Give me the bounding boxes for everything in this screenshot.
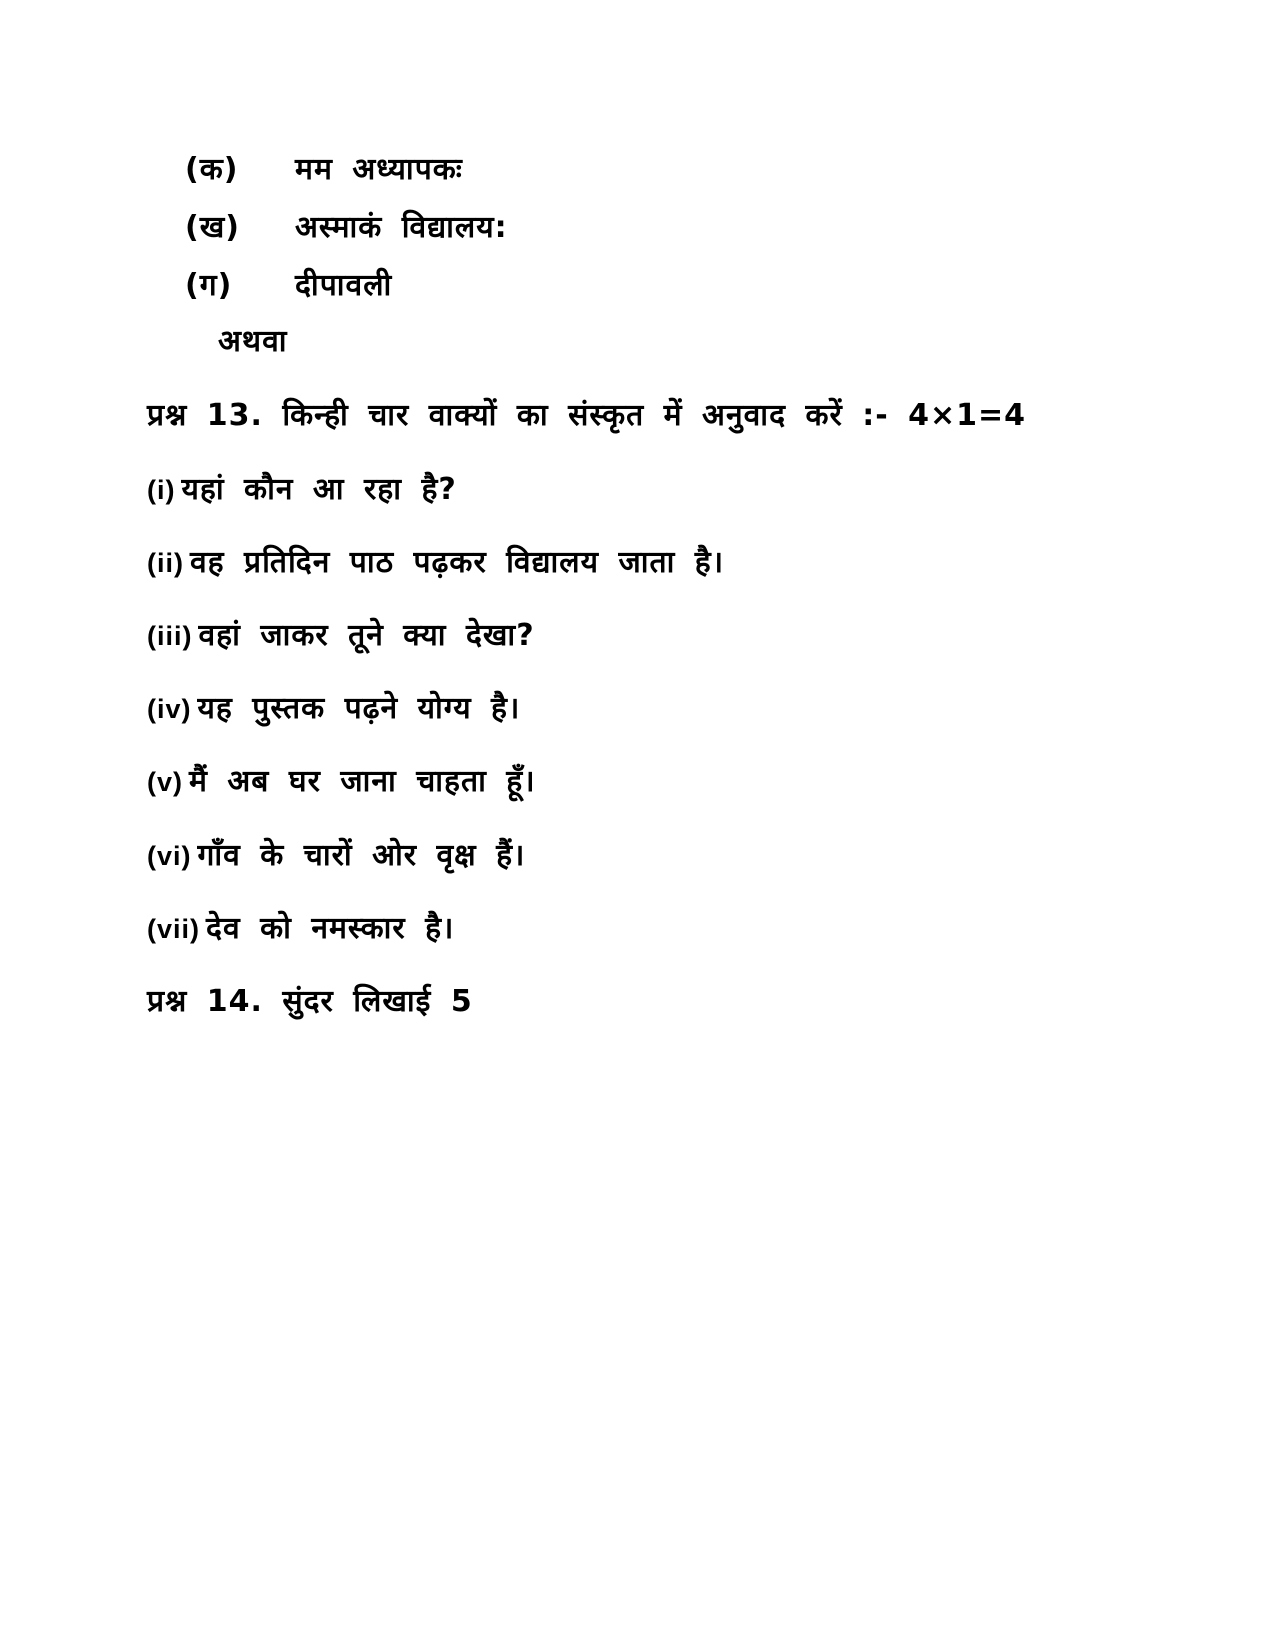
list-item (147, 762, 536, 802)
list-item (147, 470, 457, 510)
or-text: अथवा (218, 324, 288, 359)
item-text: गाँव के चारों ओर वृक्ष हैं। (197, 838, 526, 873)
item-text: यहां कौन आ रहा है? (181, 472, 457, 507)
list-item (147, 836, 525, 876)
item-text: मैं अब घर जाना चाहता हूँ। (189, 764, 536, 799)
essay-topic-ka (185, 150, 885, 190)
item-label: (iii) (147, 621, 193, 651)
essay-topic-ga (185, 266, 885, 306)
question-14-title: प्रश्न 14. सुंदर लिखाई 5 (147, 984, 473, 1019)
option-text: मम अध्यापकः (295, 152, 463, 187)
option-text: दीपावली (295, 268, 393, 303)
list-item (147, 616, 535, 656)
list-item (147, 909, 454, 949)
option-label: (क) (185, 152, 239, 187)
option-text: अस्माकं विद्यालय: (295, 210, 508, 245)
item-text: यह पुस्तक पढ़ने योग्य है। (197, 691, 521, 726)
item-label: (iv) (147, 694, 192, 724)
list-item (147, 689, 520, 729)
item-label: (vi) (147, 841, 192, 871)
item-label: (vii) (147, 914, 201, 944)
option-label: (ख) (185, 210, 240, 245)
item-label: (ii) (147, 548, 184, 578)
item-text: वहां जाकर तूने क्या देखा? (198, 618, 535, 653)
item-text: देव को नमस्कार है। (206, 911, 455, 946)
option-label: (ग) (185, 268, 233, 303)
item-label: (v) (147, 767, 183, 797)
list-item (147, 543, 724, 583)
item-text: वह प्रतिदिन पाठ पढ़कर विद्यालय जाता है। (190, 545, 725, 580)
essay-topic-kha (185, 208, 885, 248)
item-label: (i) (147, 475, 176, 505)
question-13-title: प्रश्न 13. किन्ही चार वाक्यों का संस्कृत में अनुवाद करें :- 4×1=4 (147, 398, 1026, 433)
